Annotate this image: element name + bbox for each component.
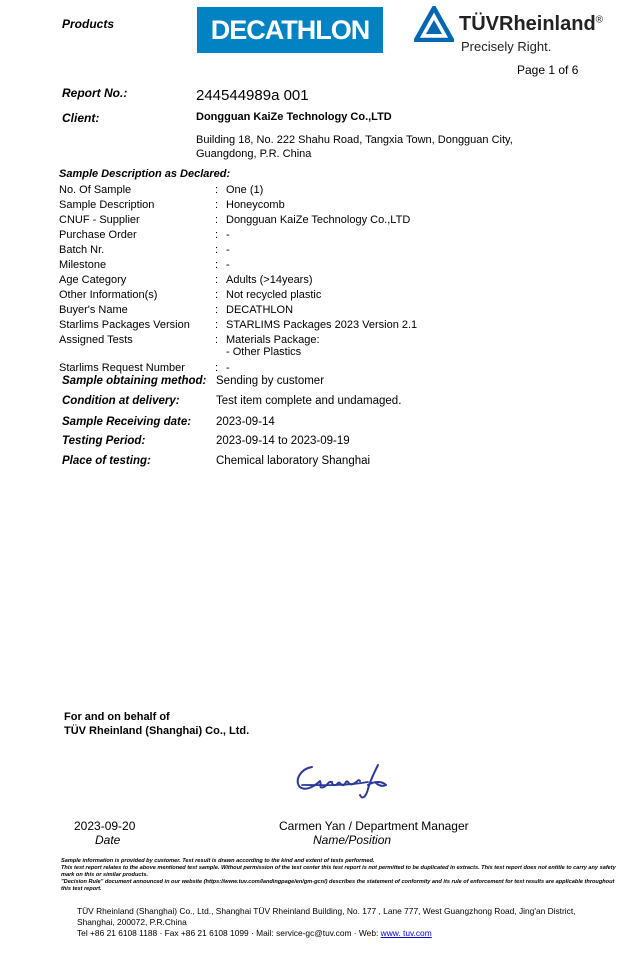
- client-label: Client:: [62, 111, 100, 125]
- row-value: Not recycled plastic: [226, 289, 322, 301]
- footer-address: TÜV Rheinland (Shanghai) Co., Ltd., Shanghai TÜV Rheinland Building, No. 177 , Lane 777, West Guangzhong Road, Jing'an District, Shanghai, 200072, P.R.China: [77, 906, 576, 927]
- sample-description-list: [59, 183, 526, 376]
- website-link[interactable]: www. tuv.com: [380, 928, 432, 938]
- row-value: -: [226, 362, 230, 374]
- detail-label-testing-period: Testing Period:: [62, 435, 146, 447]
- row-label: Starlims Request Number: [59, 362, 185, 374]
- detail-label-receiving-date: Sample Receiving date:: [62, 416, 192, 428]
- row-label: No. Of Sample: [59, 184, 132, 196]
- detail-label-place-of-testing: Place of testing:: [62, 455, 151, 467]
- disclaimer-text: Sample information is provided by customer. Test result is drawn according to the kind and extent of tests performed. This test report relates to the above mentioned test sample. Without permission of the test center this test report is not permitted to be duplicated in extracts. This test report does not entitle to carry any safety mark on this or similar products. "Decision Rule" document announced in our website (https://www.tuv.com/landingpage/en/gm-gcn/) describes the statement of conformity and its rule of enforcement for test results are applicable throughout this test report.: [61, 858, 616, 892]
- report-no-value: 244544989a 001: [196, 87, 309, 104]
- company-footer: [77, 906, 607, 939]
- tuv-logo-text: TÜVRheinland®: [459, 13, 604, 35]
- row-label: Purchase Order: [59, 229, 137, 241]
- row-value: -: [226, 259, 230, 271]
- page-indicator: Page 1 of 6: [517, 63, 579, 77]
- row-label: Buyer's Name: [59, 304, 128, 316]
- list-item: CNUF - Supplier : Dongguan KaiZe Technology Co.,LTD: [59, 213, 526, 228]
- row-label: Assigned Tests: [59, 334, 133, 346]
- handwritten-signature: [290, 755, 400, 805]
- list-item: Other Information(s) : Not recycled plastic: [59, 288, 526, 303]
- signoff-name-label: Name/Position: [313, 833, 392, 847]
- tuv-triangle-icon: [414, 6, 454, 42]
- signoff-date: 2023-09-20: [74, 819, 136, 833]
- row-label: Batch Nr.: [59, 244, 105, 256]
- detail-value-condition: Test item complete and undamaged.: [216, 395, 402, 407]
- row-label: Starlims Packages Version: [59, 319, 190, 331]
- client-name: Dongguan KaiZe Technology Co.,LTD: [196, 111, 392, 123]
- client-address: Building 18, No. 222 Shahu Road, Tangxia Town, Dongguan City, Guangdong, P.R. China: [196, 134, 513, 160]
- row-label: Milestone: [59, 259, 107, 271]
- tuv-slogan: Precisely Right.: [461, 39, 552, 54]
- row-value: STARLIMS Packages 2023 Version 2.1: [226, 319, 418, 331]
- footer-contact: Tel +86 21 6108 1188 · Fax +86 21 6108 1099 · Mail: service-gc@tuv.com · Web: www. tuv.com: [77, 928, 432, 938]
- list-item: Starlims Packages Version : STARLIMS Packages 2023 Version 2.1: [59, 318, 526, 333]
- detail-label-obtaining-method: Sample obtaining method:: [62, 375, 207, 387]
- row-value: Dongguan KaiZe Technology Co.,LTD: [226, 214, 411, 226]
- row-value: Adults (>14years): [226, 274, 313, 286]
- decathlon-logo-text: DECATHLON: [210, 14, 370, 45]
- list-item: Batch Nr. : -: [59, 243, 526, 258]
- row-label: CNUF - Supplier: [59, 214, 140, 226]
- list-item: Sample Description : Honeycomb: [59, 198, 526, 213]
- sample-description-heading: Sample Description as Declared:: [59, 168, 231, 180]
- products-label: Products: [62, 17, 115, 31]
- row-label: Sample Description: [59, 199, 155, 211]
- list-item: Buyer's Name : DECATHLON: [59, 303, 526, 318]
- list-item: Assigned Tests : Materials Package: - Other Plastics: [59, 334, 526, 358]
- row-value: -: [226, 229, 230, 241]
- row-value: Honeycomb: [226, 199, 285, 211]
- list-item: Milestone : -: [59, 258, 526, 273]
- decathlon-logo: [197, 7, 383, 53]
- detail-value-receiving-date: 2023-09-14: [216, 416, 275, 428]
- detail-value-obtaining-method: Sending by customer: [216, 375, 325, 387]
- row-label: Other Information(s): [59, 289, 158, 301]
- row-value: One (1): [226, 184, 264, 196]
- report-no-label: Report No.:: [62, 86, 128, 100]
- list-item: Purchase Order : -: [59, 228, 526, 243]
- row-label: Age Category: [59, 274, 127, 286]
- detail-value-testing-period: 2023-09-14 to 2023-09-19: [216, 435, 350, 447]
- signoff-name: Carmen Yan / Department Manager: [279, 819, 469, 833]
- row-value: DECATHLON: [226, 304, 294, 316]
- list-item: Age Category : Adults (>14years): [59, 273, 526, 288]
- row-value: -: [226, 244, 230, 256]
- behalf-statement: For and on behalf of TÜV Rheinland (Shanghai) Co., Ltd.: [64, 711, 250, 737]
- detail-label-condition: Condition at delivery:: [62, 395, 180, 407]
- list-item: No. Of Sample : One (1): [59, 183, 526, 198]
- signoff-date-label: Date: [95, 833, 121, 847]
- list-item: Starlims Request Number : -: [59, 361, 526, 376]
- row-value: Materials Package: - Other Plastics: [226, 334, 320, 358]
- detail-value-place-of-testing: Chemical laboratory Shanghai: [216, 455, 371, 467]
